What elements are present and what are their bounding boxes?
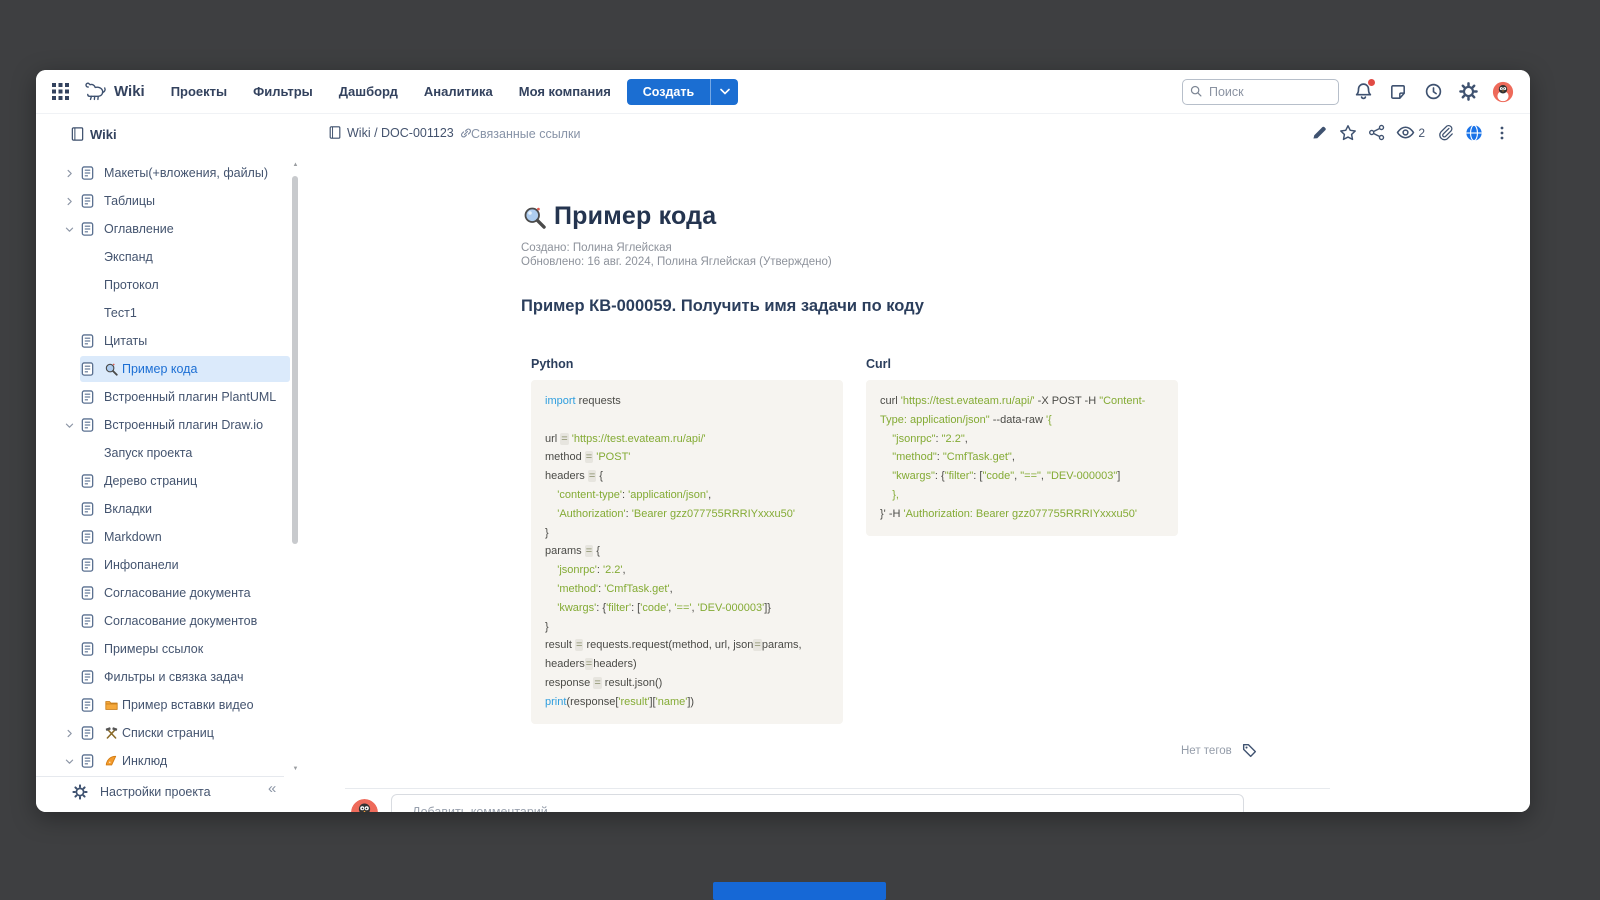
breadcrumb-bar bbox=[301, 114, 1530, 154]
sidebar-item-1[interactable] bbox=[36, 187, 301, 215]
sidebar-wiki-label: Wiki bbox=[90, 126, 117, 142]
header-right bbox=[1182, 79, 1514, 105]
comment-input[interactable] bbox=[391, 794, 1244, 812]
more-kebab-icon[interactable] bbox=[1494, 125, 1510, 141]
favorite-star-icon[interactable] bbox=[1339, 124, 1357, 142]
content-area bbox=[301, 114, 1530, 812]
code-column-python bbox=[531, 357, 843, 724]
sidebar-item-label: Тест1 bbox=[104, 306, 137, 320]
app-grid-icon[interactable] bbox=[48, 80, 72, 104]
chevron-right-icon[interactable] bbox=[64, 196, 80, 207]
code-line: 'kwargs': {'filter': ['code', '==', 'DEV-000003']} bbox=[557, 601, 771, 614]
sidebar-footer-divider bbox=[36, 776, 284, 777]
scrollbar-down-arrow[interactable]: ▼ bbox=[292, 766, 299, 772]
sidebar-item-3[interactable] bbox=[36, 243, 301, 271]
sidebar-item-15[interactable] bbox=[36, 579, 301, 607]
sidebar-item-5[interactable] bbox=[36, 299, 301, 327]
sidebar-item-label: Вкладки bbox=[104, 502, 152, 516]
document-icon bbox=[80, 389, 104, 405]
document-icon bbox=[80, 753, 104, 769]
notifications-bell-icon[interactable] bbox=[1352, 81, 1374, 103]
sidebar-item-label: Markdown bbox=[104, 530, 162, 544]
code-line: headers=headers) bbox=[545, 658, 637, 671]
sidebar-item-label: Списки страниц bbox=[122, 726, 214, 740]
code-block-label: Python bbox=[531, 357, 574, 371]
sidebar bbox=[36, 114, 301, 812]
tools-icon bbox=[104, 726, 121, 741]
code-line: curl 'https://test.evateam.ru/api/' -X POST -H "Content- bbox=[880, 395, 1146, 407]
code-line: print(response['result']['name']) bbox=[545, 695, 695, 708]
scrollbar-thumb[interactable] bbox=[292, 176, 298, 544]
sidebar-item-21[interactable] bbox=[36, 747, 301, 775]
code-line: method = 'POST' bbox=[545, 451, 631, 464]
book-icon bbox=[70, 126, 85, 142]
sidebar-item-label: Встроенный плагин Draw.io bbox=[104, 418, 264, 432]
code-line: params = { bbox=[545, 545, 600, 558]
search-box bbox=[1182, 79, 1339, 105]
sidebar-item-13[interactable] bbox=[36, 523, 301, 551]
chevron-down-icon[interactable] bbox=[64, 224, 80, 235]
code-block-label: Curl bbox=[866, 357, 891, 371]
code-line: 'method': 'CmfTask.get', bbox=[557, 582, 673, 595]
sidebar-item-8[interactable] bbox=[36, 383, 301, 411]
attachment-paperclip-icon[interactable] bbox=[1436, 124, 1454, 142]
watchers-count: 2 bbox=[1418, 125, 1425, 140]
sidebar-item-label: Встроенный плагин PlantUML bbox=[104, 390, 277, 404]
sidebar-item-7[interactable] bbox=[36, 355, 301, 383]
sidebar-item-10[interactable] bbox=[36, 439, 301, 467]
sidebar-item-label: Цитаты bbox=[104, 334, 148, 348]
sidebar-item-label: Пример вставки видео bbox=[122, 698, 254, 712]
notes-icon[interactable] bbox=[1387, 81, 1409, 103]
header-icon-row bbox=[1352, 81, 1514, 103]
sidebar-item-17[interactable] bbox=[36, 635, 301, 663]
sidebar-item-label: Оглавление bbox=[104, 222, 174, 236]
document-icon bbox=[80, 333, 104, 349]
code-line: Type: application/json" --data-raw '{ bbox=[880, 413, 1052, 426]
document-icon bbox=[80, 417, 104, 433]
chevron-down-icon[interactable] bbox=[64, 756, 80, 767]
wedge-icon bbox=[104, 754, 121, 768]
code-line: "method": "CmfTask.get", bbox=[892, 451, 1015, 464]
sidebar-collapse-button[interactable]: « bbox=[268, 780, 277, 797]
page-title bbox=[521, 202, 716, 231]
document-icon bbox=[80, 473, 104, 489]
top-header bbox=[36, 70, 1530, 114]
chevron-right-icon[interactable] bbox=[64, 168, 80, 179]
user-avatar[interactable] bbox=[351, 799, 378, 813]
sidebar-item-11[interactable] bbox=[36, 467, 301, 495]
create-split-button bbox=[627, 79, 738, 105]
magnifier-icon bbox=[104, 362, 121, 377]
dino-logo-icon bbox=[80, 80, 108, 104]
related-links-tab[interactable]: Связанные ссылки bbox=[471, 127, 581, 141]
desktop-taskbar-fragment bbox=[713, 882, 886, 900]
code-line: } bbox=[545, 526, 549, 539]
gear-icon bbox=[72, 784, 88, 800]
notification-badge bbox=[1368, 79, 1375, 86]
sidebar-item-19[interactable] bbox=[36, 691, 301, 719]
code-line: response = result.json() bbox=[545, 676, 663, 689]
document-icon bbox=[80, 221, 104, 237]
document-icon bbox=[80, 165, 104, 181]
sidebar-item-label: Протокол bbox=[104, 278, 159, 292]
code-line: 'Authorization': 'Bearer gzz077755RRRIYxxxu50' bbox=[557, 507, 795, 520]
code-panel-python bbox=[531, 380, 843, 724]
document-icon bbox=[80, 501, 104, 517]
code-line: headers = { bbox=[545, 470, 603, 483]
sidebar-item-label: Согласование документов bbox=[104, 614, 258, 628]
document-icon bbox=[80, 557, 104, 573]
code-line: url = 'https://test.evateam.ru/api/' bbox=[545, 432, 706, 445]
code-column-curl bbox=[866, 357, 1178, 724]
sidebar-scrollbar[interactable] bbox=[292, 162, 299, 772]
code-line: }, bbox=[880, 488, 899, 501]
document-icon bbox=[80, 613, 104, 629]
sidebar-item-label: Запуск проекта bbox=[104, 446, 193, 460]
public-globe-icon[interactable] bbox=[1465, 124, 1483, 142]
nav-item-3[interactable]: Аналитика bbox=[423, 84, 493, 99]
sidebar-wiki-header[interactable] bbox=[70, 126, 117, 142]
sidebar-item-label: Инклюд bbox=[122, 754, 168, 768]
sidebar-item-20[interactable] bbox=[36, 719, 301, 747]
folder-icon bbox=[104, 698, 121, 712]
main-nav bbox=[171, 84, 611, 99]
code-line: 'jsonrpc': '2.2', bbox=[557, 564, 626, 577]
code-area bbox=[531, 357, 1178, 724]
chevron-right-icon[interactable] bbox=[64, 728, 80, 739]
updated-meta: Обновлено: 16 авг. 2024, Полина Яглейская (Утверждено) bbox=[521, 256, 832, 268]
share-icon[interactable] bbox=[1368, 124, 1385, 141]
sidebar-item-18[interactable] bbox=[36, 663, 301, 691]
sidebar-item-label: Пример кода bbox=[122, 362, 198, 376]
page-toolbar bbox=[1311, 123, 1510, 142]
page-tree bbox=[36, 159, 301, 776]
code-line: "jsonrpc": "2.2", bbox=[892, 432, 968, 445]
sidebar-item-4[interactable] bbox=[36, 271, 301, 299]
code-line: "kwargs": {"filter": ["code", "==", "DEV-000003"] bbox=[892, 470, 1121, 483]
sidebar-item-label: Макеты(+вложения, файлы) bbox=[104, 166, 268, 180]
book-icon bbox=[328, 125, 342, 140]
code-line: }' -H 'Authorization: Bearer gzz077755RRRIYxxxu50' bbox=[880, 507, 1137, 520]
sidebar-item-14[interactable] bbox=[36, 551, 301, 579]
sidebar-item-label: Примеры ссылок bbox=[104, 642, 204, 656]
scrollbar-up-arrow[interactable]: ▲ bbox=[292, 162, 299, 168]
settings-gear-icon[interactable] bbox=[1457, 81, 1479, 103]
document-icon bbox=[80, 529, 104, 545]
comment-divider bbox=[345, 788, 1330, 789]
document-icon bbox=[80, 585, 104, 601]
project-settings-button[interactable] bbox=[72, 784, 211, 800]
sidebar-item-2[interactable] bbox=[36, 215, 301, 243]
sidebar-item-label: Экспанд bbox=[104, 250, 153, 264]
history-icon[interactable] bbox=[1422, 81, 1444, 103]
code-line: result = requests.request(method, url, json=params, bbox=[545, 639, 802, 652]
sidebar-item-label: Фильтры и связка задач bbox=[104, 670, 244, 684]
code-line bbox=[545, 411, 829, 430]
sidebar-item-0[interactable] bbox=[36, 159, 301, 187]
document-icon bbox=[80, 669, 104, 685]
sidebar-item-label: Согласование документа bbox=[104, 586, 251, 600]
user-avatar[interactable] bbox=[1492, 81, 1514, 103]
project-settings-label: Настройки проекта bbox=[100, 785, 211, 799]
nav-item-0[interactable]: Проекты bbox=[170, 84, 228, 99]
tags-row[interactable] bbox=[1181, 742, 1258, 759]
search-icon bbox=[1189, 84, 1203, 103]
brand-title: Wiki bbox=[114, 83, 145, 100]
create-button[interactable]: Создать bbox=[627, 79, 710, 105]
magnifier-icon bbox=[521, 204, 548, 231]
search-input[interactable] bbox=[1182, 79, 1339, 105]
sidebar-item-16[interactable] bbox=[36, 607, 301, 635]
nav-item-4[interactable]: Моя компания bbox=[518, 84, 611, 99]
grid-icon-svg bbox=[52, 83, 69, 100]
breadcrumb-path: Wiki / DOC-001123 bbox=[347, 125, 454, 140]
sidebar-item-label: Дерево страниц bbox=[104, 474, 198, 488]
breadcrumb[interactable] bbox=[328, 125, 473, 140]
app-window bbox=[36, 70, 1530, 812]
created-meta: Создано: Полина Яглейская bbox=[521, 242, 672, 254]
section-heading: Пример КВ-000059. Получить имя задачи по коду bbox=[521, 297, 924, 315]
code-panel-curl bbox=[866, 380, 1178, 536]
code-line: } bbox=[545, 620, 549, 633]
sidebar-item-9[interactable] bbox=[36, 411, 301, 439]
sidebar-item-6[interactable] bbox=[36, 327, 301, 355]
sidebar-item-label: Инфопанели bbox=[104, 558, 179, 572]
chevron-down-icon bbox=[720, 88, 730, 95]
nav-item-1[interactable]: Фильтры bbox=[253, 84, 313, 99]
chevron-down-icon[interactable] bbox=[64, 420, 80, 431]
sidebar-item-12[interactable] bbox=[36, 495, 301, 523]
sidebar-footer bbox=[36, 776, 301, 812]
page-title-text: Пример кода bbox=[554, 202, 717, 230]
document-icon bbox=[80, 725, 104, 741]
create-dropdown-button[interactable] bbox=[710, 79, 738, 105]
sidebar-item-label: Таблицы bbox=[104, 194, 156, 208]
code-line: import requests bbox=[545, 395, 621, 407]
document-icon bbox=[80, 193, 104, 209]
nav-item-2[interactable]: Дашборд bbox=[338, 84, 398, 99]
document-icon bbox=[80, 361, 104, 377]
code-line: 'content-type': 'application/json', bbox=[557, 488, 712, 501]
document-icon bbox=[80, 641, 104, 657]
tag-icon bbox=[1241, 742, 1258, 759]
document-icon bbox=[80, 697, 104, 713]
comment-row bbox=[351, 794, 1244, 812]
edit-pencil-icon[interactable] bbox=[1311, 124, 1328, 141]
watchers-eye-icon[interactable] bbox=[1396, 123, 1425, 142]
no-tags-label: Нет тегов bbox=[1181, 744, 1232, 757]
